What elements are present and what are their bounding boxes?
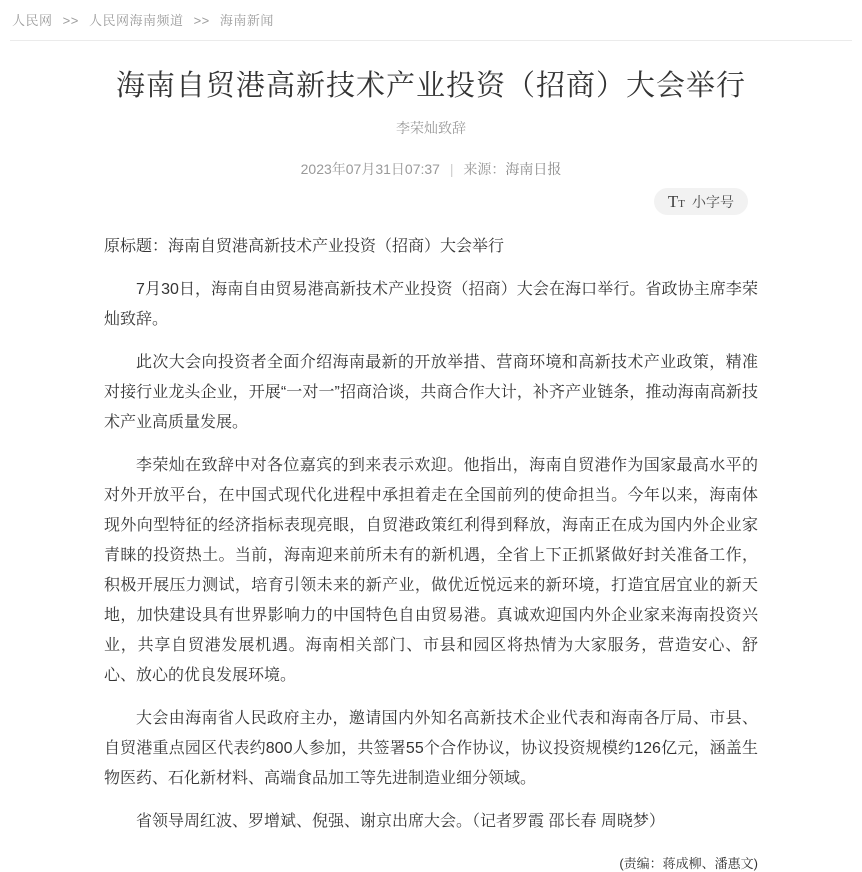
breadcrumb-separator: >> <box>193 13 210 28</box>
font-size-small-icon: T <box>678 198 685 211</box>
breadcrumb-item-hainan-channel[interactable]: 人民网海南频道 <box>88 13 184 28</box>
source-link[interactable]: 海南日报 <box>505 161 562 178</box>
editor-credit: (责编：蒋成柳、潘惠文) <box>619 856 758 872</box>
article-paragraph: 李荣灿在致辞中对各位嘉宾的到来表示欢迎。他指出，海南自贸港作为国家最高水平的对外开放平台，在中国式现代化进程中承担着走在全国前列的使命担当。今年以来，海南体现外向型特征的经济指标表现亮眼，自贸港政策红利得到释放，海南正在成为国内外企业家青睐的投资热土。当前，海南迎来前所未有的新机遇，全省上下正抓紧做好封关准备工作，积极开展压力测试，培育引领未来的新产业，做优近悦远来的新环境，打造宜居宜业的新天地，加快建设具有世界影响力的中国特色自由贸易港。真诚欢迎国内外企业家来海南投资兴业，共享自贸港发展机遇。海南相关部门、市县和园区将热情为大家服务，营造安心、舒心、放心的优良发展环境。 <box>104 457 758 685</box>
header-divider <box>10 40 852 41</box>
original-title-line: 原标题：海南自贸港高新技术产业投资（招商）大会举行 <box>104 238 505 256</box>
breadcrumb-item-hainan-news[interactable]: 海南新闻 <box>219 13 274 28</box>
article-toolbar <box>104 188 758 215</box>
breadcrumb-separator: >> <box>62 13 79 28</box>
publish-date: 2023年07月31日07:37 <box>300 161 440 178</box>
meta-separator: | <box>449 161 454 178</box>
font-size-large-icon: T <box>667 192 679 212</box>
font-size-button[interactable] <box>654 188 748 215</box>
source-prefix: 来源： <box>463 161 506 178</box>
article-paragraph: 大会由海南省人民政府主办，邀请国内外知名高新技术企业代表和海南各厅局、市县、自贸港重点园区代表约800人参加，共签署55个合作协议，协议投资规模约126亿元，涵盖生物医药、石化新材料、高端食品加工等先进制造业细分领域。 <box>104 710 758 788</box>
article-subtitle: 李荣灿致辞 <box>396 120 466 137</box>
breadcrumb-item-peoples-daily[interactable]: 人民网 <box>12 13 53 28</box>
article-body <box>104 232 758 837</box>
font-size-label: 小字号 <box>692 194 734 211</box>
breadcrumb <box>0 0 862 29</box>
page-title: 海南自贸港高新技术产业投资（招商）大会举行 <box>115 70 746 102</box>
article-meta <box>104 159 758 179</box>
article-container <box>104 68 758 872</box>
article-paragraph: 此次大会向投资者全面介绍海南最新的开放举措、营商环境和高新技术产业政策，精准对接行业龙头企业，开展“一对一”招商洽谈，共商合作大计，补齐产业链条，推动海南高新技术产业高质量发展。 <box>104 354 758 432</box>
article-paragraph: 7月30日，海南自由贸易港高新技术产业投资（招商）大会在海口举行。省政协主席李荣灿致辞。 <box>104 281 758 329</box>
article-paragraph: 省领导周红波、罗增斌、倪强、谢京出席大会。（记者罗霞 邵长春 周晓梦） <box>136 813 665 831</box>
